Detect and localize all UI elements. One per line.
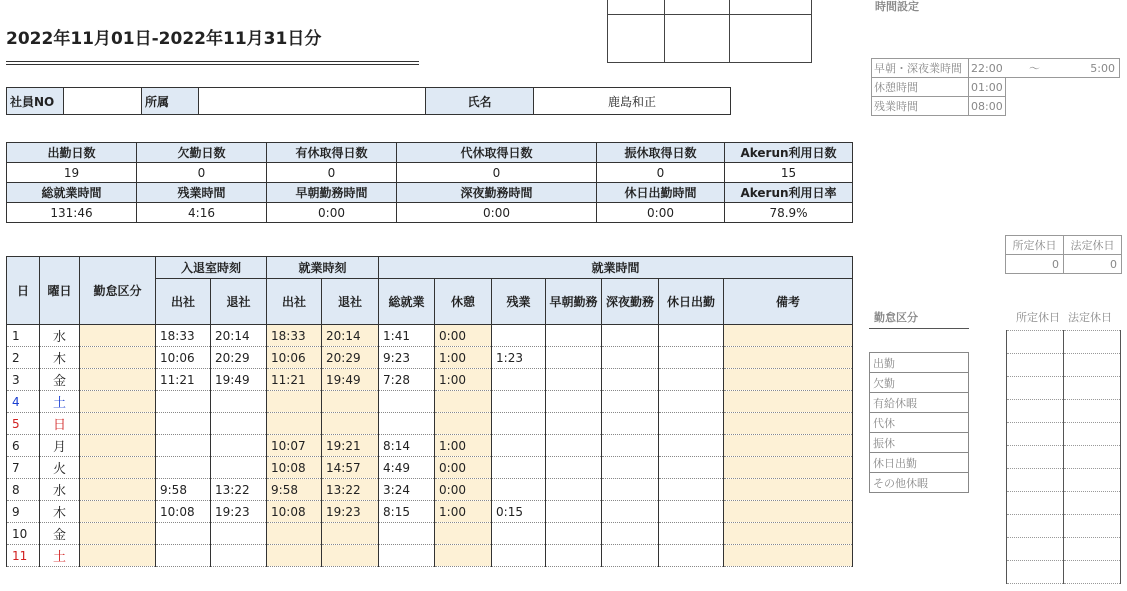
work-in-cell: 18:33	[267, 325, 322, 347]
day-cell: 9	[7, 501, 40, 523]
day-cell: 1	[7, 325, 40, 347]
time-setting-label: 残業時間	[872, 97, 969, 116]
break-cell: 0:00	[435, 479, 492, 501]
table-row	[7, 325, 853, 347]
weekday-cell: 土	[40, 391, 80, 413]
overtime-cell	[492, 435, 546, 457]
day-header: 日	[7, 257, 40, 325]
legal-holiday-cell[interactable]	[1064, 377, 1121, 400]
total-cell: 9:23	[379, 347, 435, 369]
break-cell	[435, 545, 492, 567]
overtime-cell: 1:23	[492, 347, 546, 369]
category-title-underline	[869, 328, 969, 329]
summary-header: 欠勤日数	[137, 143, 267, 163]
work-in-cell	[267, 545, 322, 567]
in-time-cell: 9:58	[156, 479, 211, 501]
legal-holiday-cell[interactable]	[1064, 331, 1121, 354]
weekday-cell: 木	[40, 347, 80, 369]
time-setting-end[interactable]: 5:00	[1062, 59, 1120, 78]
scheduled-holiday-label: 所定休日	[1006, 236, 1064, 255]
attendance-category-list	[869, 352, 969, 493]
table-row	[7, 391, 853, 413]
holiday-work-cell[interactable]	[659, 479, 724, 501]
category-cell[interactable]	[80, 325, 156, 347]
in-time-cell: 10:06	[156, 347, 211, 369]
summary-value: 131:46	[7, 203, 137, 223]
stamp-cell[interactable]	[665, 15, 730, 63]
work-out-cell: 14:57	[322, 457, 379, 479]
summary-header: 休日出勤時間	[597, 183, 725, 203]
summary-table	[6, 142, 853, 223]
work-in-cell: 10:08	[267, 457, 322, 479]
legal-holiday-label: 法定休日	[1068, 311, 1112, 324]
summary-header: 総就業時間	[7, 183, 137, 203]
work-in-header: 出社	[267, 279, 322, 325]
break-cell	[435, 413, 492, 435]
work-hours-group-header: 就業時間	[379, 257, 853, 279]
early-header: 早朝勤務	[546, 279, 602, 325]
early-cell[interactable]	[546, 391, 602, 413]
overtime-cell	[492, 523, 546, 545]
table-row	[7, 369, 853, 391]
holiday-work-cell[interactable]	[659, 457, 724, 479]
work-out-cell: 19:49	[322, 369, 379, 391]
legal-holiday-value: 0	[1064, 255, 1122, 274]
summary-header: 残業時間	[137, 183, 267, 203]
out-time-cell: 19:49	[211, 369, 267, 391]
overtime-cell: 0:15	[492, 501, 546, 523]
attendance-category-item: 有給休暇	[870, 393, 969, 413]
department-field[interactable]	[199, 88, 426, 115]
night-cell[interactable]	[602, 523, 659, 545]
attendance-category-item: 代休	[870, 413, 969, 433]
early-cell[interactable]	[546, 347, 602, 369]
summary-value: 0:00	[397, 203, 597, 223]
table-row	[7, 435, 853, 457]
night-cell[interactable]	[602, 391, 659, 413]
day-cell: 7	[7, 457, 40, 479]
day-cell: 10	[7, 523, 40, 545]
summary-header: Akerun利用日率	[725, 183, 853, 203]
category-cell[interactable]	[80, 457, 156, 479]
scheduled-holiday-cell[interactable]	[1007, 331, 1064, 354]
notes-header: 備考	[724, 279, 853, 325]
stamp-cell[interactable]	[608, 15, 665, 63]
night-cell[interactable]	[602, 369, 659, 391]
night-cell[interactable]	[602, 413, 659, 435]
holiday-work-cell[interactable]	[659, 545, 724, 567]
attendance-category-title: 勤怠区分	[874, 311, 918, 324]
in-header: 出社	[156, 279, 211, 325]
holiday-columns-table	[1006, 330, 1121, 584]
attendance-category-item: 休日出勤	[870, 453, 969, 473]
work-in-cell: 10:07	[267, 435, 322, 457]
entry-exit-group-header: 入退室時刻	[156, 257, 267, 279]
work-out-cell	[322, 545, 379, 567]
stamp-cell[interactable]	[608, 0, 665, 15]
approval-stamp-boxes	[607, 0, 812, 63]
notes-cell[interactable]	[724, 457, 853, 479]
holiday-work-cell[interactable]	[659, 369, 724, 391]
night-cell[interactable]	[602, 545, 659, 567]
weekday-cell: 水	[40, 479, 80, 501]
name-field[interactable]: 鹿島和正	[534, 88, 731, 115]
legal-holiday-cell[interactable]	[1064, 469, 1121, 492]
table-row	[7, 347, 853, 369]
summary-value: 0	[597, 163, 725, 183]
table-row	[7, 479, 853, 501]
department-label: 所属	[142, 88, 199, 115]
category-header: 勤怠区分	[80, 257, 156, 325]
break-cell	[435, 391, 492, 413]
category-cell[interactable]	[80, 369, 156, 391]
weekday-header: 曜日	[40, 257, 80, 325]
day-cell: 4	[7, 391, 40, 413]
summary-value: 0	[137, 163, 267, 183]
work-out-cell	[322, 523, 379, 545]
category-cell[interactable]	[80, 435, 156, 457]
table-row	[7, 501, 853, 523]
early-cell[interactable]	[546, 479, 602, 501]
table-row	[7, 545, 853, 567]
summary-value: 19	[7, 163, 137, 183]
table-row	[7, 523, 853, 545]
overtime-cell	[492, 369, 546, 391]
category-cell[interactable]	[80, 523, 156, 545]
day-cell: 3	[7, 369, 40, 391]
scheduled-holiday-cell[interactable]	[1007, 400, 1064, 423]
summary-header: 早朝勤務時間	[267, 183, 397, 203]
break-cell	[435, 523, 492, 545]
holiday-count-table	[1005, 235, 1122, 274]
title-underline	[6, 64, 419, 65]
weekday-cell: 土	[40, 545, 80, 567]
work-in-cell: 11:21	[267, 369, 322, 391]
legal-holiday-cell[interactable]	[1064, 492, 1121, 515]
break-header: 休憩	[435, 279, 492, 325]
night-cell[interactable]	[602, 435, 659, 457]
weekday-cell: 日	[40, 413, 80, 435]
attendance-category-item: 出勤	[870, 353, 969, 373]
night-cell[interactable]	[602, 479, 659, 501]
work-in-cell: 10:08	[267, 501, 322, 523]
holiday-work-cell[interactable]	[659, 325, 724, 347]
attendance-category-item: その他休暇	[870, 473, 969, 493]
day-cell: 2	[7, 347, 40, 369]
out-time-cell: 20:14	[211, 325, 267, 347]
time-settings-table	[871, 58, 1120, 116]
overtime-cell	[492, 391, 546, 413]
time-setting-sep: ～	[1006, 59, 1062, 78]
work-out-cell: 13:22	[322, 479, 379, 501]
legal-holiday-cell[interactable]	[1064, 446, 1121, 469]
legal-holiday-cell[interactable]	[1064, 354, 1121, 377]
legal-holiday-cell[interactable]	[1064, 515, 1121, 538]
break-cell: 1:00	[435, 347, 492, 369]
work-out-cell: 19:21	[322, 435, 379, 457]
out-time-cell	[211, 435, 267, 457]
out-time-cell	[211, 391, 267, 413]
holiday-work-cell[interactable]	[659, 391, 724, 413]
total-cell: 1:41	[379, 325, 435, 347]
summary-value: 0:00	[597, 203, 725, 223]
total-header: 総就業	[379, 279, 435, 325]
in-time-cell	[156, 457, 211, 479]
out-time-cell	[211, 545, 267, 567]
day-cell: 8	[7, 479, 40, 501]
night-cell[interactable]	[602, 325, 659, 347]
daily-attendance-table	[6, 256, 853, 567]
table-row	[7, 457, 853, 479]
day-cell: 6	[7, 435, 40, 457]
summary-header: 深夜勤務時間	[397, 183, 597, 203]
time-setting-label: 休憩時間	[872, 78, 969, 97]
blank-cell	[1062, 97, 1120, 116]
total-cell: 3:24	[379, 479, 435, 501]
out-time-cell	[211, 413, 267, 435]
early-cell[interactable]	[546, 501, 602, 523]
summary-header: 出勤日数	[7, 143, 137, 163]
early-cell[interactable]	[546, 369, 602, 391]
legal-holiday-cell[interactable]	[1064, 400, 1121, 423]
summary-value: 4:16	[137, 203, 267, 223]
summary-header: 振休取得日数	[597, 143, 725, 163]
early-cell[interactable]	[546, 545, 602, 567]
total-cell: 4:49	[379, 457, 435, 479]
scheduled-holiday-label: 所定休日	[1016, 311, 1060, 324]
legal-holiday-cell[interactable]	[1064, 561, 1121, 584]
work-out-cell	[322, 413, 379, 435]
scheduled-holiday-cell[interactable]	[1007, 561, 1064, 584]
notes-cell[interactable]	[724, 325, 853, 347]
night-cell[interactable]	[602, 501, 659, 523]
overtime-header: 残業	[492, 279, 546, 325]
in-time-cell	[156, 545, 211, 567]
scheduled-holiday-cell[interactable]	[1007, 446, 1064, 469]
summary-value: 0	[397, 163, 597, 183]
attendance-category-item: 欠勤	[870, 373, 969, 393]
work-out-cell	[322, 391, 379, 413]
holiday-work-cell[interactable]	[659, 347, 724, 369]
notes-cell[interactable]	[724, 369, 853, 391]
out-time-cell	[211, 523, 267, 545]
holiday-work-cell[interactable]	[659, 413, 724, 435]
day-cell: 5	[7, 413, 40, 435]
time-setting-start[interactable]: 22:00	[969, 59, 1006, 78]
work-out-cell: 19:23	[322, 501, 379, 523]
category-cell[interactable]	[80, 413, 156, 435]
notes-cell[interactable]	[724, 501, 853, 523]
scheduled-holiday-cell[interactable]	[1007, 423, 1064, 446]
early-cell[interactable]	[546, 325, 602, 347]
in-time-cell	[156, 391, 211, 413]
notes-cell[interactable]	[724, 545, 853, 567]
work-out-cell: 20:14	[322, 325, 379, 347]
notes-cell[interactable]	[724, 413, 853, 435]
in-time-cell	[156, 523, 211, 545]
scheduled-holiday-cell[interactable]	[1007, 515, 1064, 538]
break-cell: 0:00	[435, 325, 492, 347]
night-header: 深夜勤務	[602, 279, 659, 325]
employee-no-field[interactable]	[64, 88, 142, 115]
title-underline	[6, 61, 419, 62]
summary-value: 15	[725, 163, 853, 183]
out-header: 退社	[211, 279, 267, 325]
work-in-cell: 9:58	[267, 479, 322, 501]
in-time-cell	[156, 435, 211, 457]
holiday-work-cell[interactable]	[659, 435, 724, 457]
summary-header: 有休取得日数	[267, 143, 397, 163]
out-time-cell: 19:23	[211, 501, 267, 523]
blank-cell	[1062, 78, 1120, 97]
overtime-cell	[492, 413, 546, 435]
table-row	[7, 413, 853, 435]
weekday-cell: 金	[40, 369, 80, 391]
overtime-cell	[492, 545, 546, 567]
overtime-cell	[492, 479, 546, 501]
total-cell	[379, 523, 435, 545]
break-cell: 1:00	[435, 435, 492, 457]
page-title: 2022年11月01日-2022年11月31日分	[6, 29, 322, 49]
in-time-cell: 18:33	[156, 325, 211, 347]
total-cell: 8:14	[379, 435, 435, 457]
scheduled-holiday-cell[interactable]	[1007, 469, 1064, 492]
time-setting-start[interactable]: 01:00	[969, 78, 1006, 97]
blank-cell	[1006, 97, 1062, 116]
holiday-columns-header	[1012, 309, 1116, 325]
summary-header: Akerun利用日数	[725, 143, 853, 163]
early-cell[interactable]	[546, 457, 602, 479]
time-setting-label: 早朝・深夜業時間	[872, 59, 969, 78]
stamp-cell[interactable]	[665, 0, 730, 15]
category-cell[interactable]	[80, 347, 156, 369]
work-out-header: 退社	[322, 279, 379, 325]
summary-value: 0:00	[267, 203, 397, 223]
out-time-cell: 20:29	[211, 347, 267, 369]
in-time-cell	[156, 413, 211, 435]
notes-cell[interactable]	[724, 523, 853, 545]
break-cell: 0:00	[435, 457, 492, 479]
weekday-cell: 金	[40, 523, 80, 545]
early-cell[interactable]	[546, 435, 602, 457]
summary-header: 代休取得日数	[397, 143, 597, 163]
legal-holiday-label: 法定休日	[1064, 236, 1122, 255]
blank-cell	[1006, 78, 1062, 97]
legal-holiday-cell[interactable]	[1064, 423, 1121, 446]
scheduled-holiday-cell[interactable]	[1007, 492, 1064, 515]
notes-cell[interactable]	[724, 479, 853, 501]
total-cell: 8:15	[379, 501, 435, 523]
total-cell	[379, 413, 435, 435]
holiday-work-cell[interactable]	[659, 501, 724, 523]
time-settings-title: 時間設定	[875, 0, 919, 13]
legal-holiday-cell[interactable]	[1064, 538, 1121, 561]
early-cell[interactable]	[546, 523, 602, 545]
category-cell[interactable]	[80, 391, 156, 413]
out-time-cell: 13:22	[211, 479, 267, 501]
in-time-cell: 11:21	[156, 369, 211, 391]
night-cell[interactable]	[602, 347, 659, 369]
holiday-work-cell[interactable]	[659, 523, 724, 545]
weekday-cell: 水	[40, 325, 80, 347]
holiday-work-header: 休日出勤	[659, 279, 724, 325]
stamp-cell[interactable]	[730, 15, 812, 63]
category-cell[interactable]	[80, 545, 156, 567]
total-cell	[379, 391, 435, 413]
in-time-cell: 10:08	[156, 501, 211, 523]
overtime-cell	[492, 457, 546, 479]
break-cell: 1:00	[435, 369, 492, 391]
night-cell[interactable]	[602, 457, 659, 479]
overtime-cell	[492, 325, 546, 347]
category-cell[interactable]	[80, 479, 156, 501]
time-setting-start[interactable]: 08:00	[969, 97, 1006, 116]
scheduled-holiday-value: 0	[1006, 255, 1064, 274]
total-cell: 7:28	[379, 369, 435, 391]
work-in-cell	[267, 391, 322, 413]
category-cell[interactable]	[80, 501, 156, 523]
attendance-category-item: 振休	[870, 433, 969, 453]
notes-cell[interactable]	[724, 391, 853, 413]
employee-info	[6, 87, 731, 115]
notes-cell[interactable]	[724, 435, 853, 457]
work-in-cell	[267, 523, 322, 545]
employee-no-label: 社員NO	[7, 88, 64, 115]
work-out-cell: 20:29	[322, 347, 379, 369]
notes-cell[interactable]	[724, 347, 853, 369]
weekday-cell: 月	[40, 435, 80, 457]
day-cell: 11	[7, 545, 40, 567]
work-in-cell	[267, 413, 322, 435]
weekday-cell: 火	[40, 457, 80, 479]
scheduled-holiday-cell[interactable]	[1007, 354, 1064, 377]
break-cell: 1:00	[435, 501, 492, 523]
summary-value: 78.9%	[725, 203, 853, 223]
weekday-cell: 木	[40, 501, 80, 523]
work-in-cell: 10:06	[267, 347, 322, 369]
scheduled-holiday-cell[interactable]	[1007, 538, 1064, 561]
stamp-cell[interactable]	[730, 0, 812, 15]
summary-value: 0	[267, 163, 397, 183]
name-label: 氏名	[426, 88, 534, 115]
work-time-group-header: 就業時刻	[267, 257, 379, 279]
scheduled-holiday-cell[interactable]	[1007, 377, 1064, 400]
out-time-cell	[211, 457, 267, 479]
total-cell	[379, 545, 435, 567]
early-cell[interactable]	[546, 413, 602, 435]
